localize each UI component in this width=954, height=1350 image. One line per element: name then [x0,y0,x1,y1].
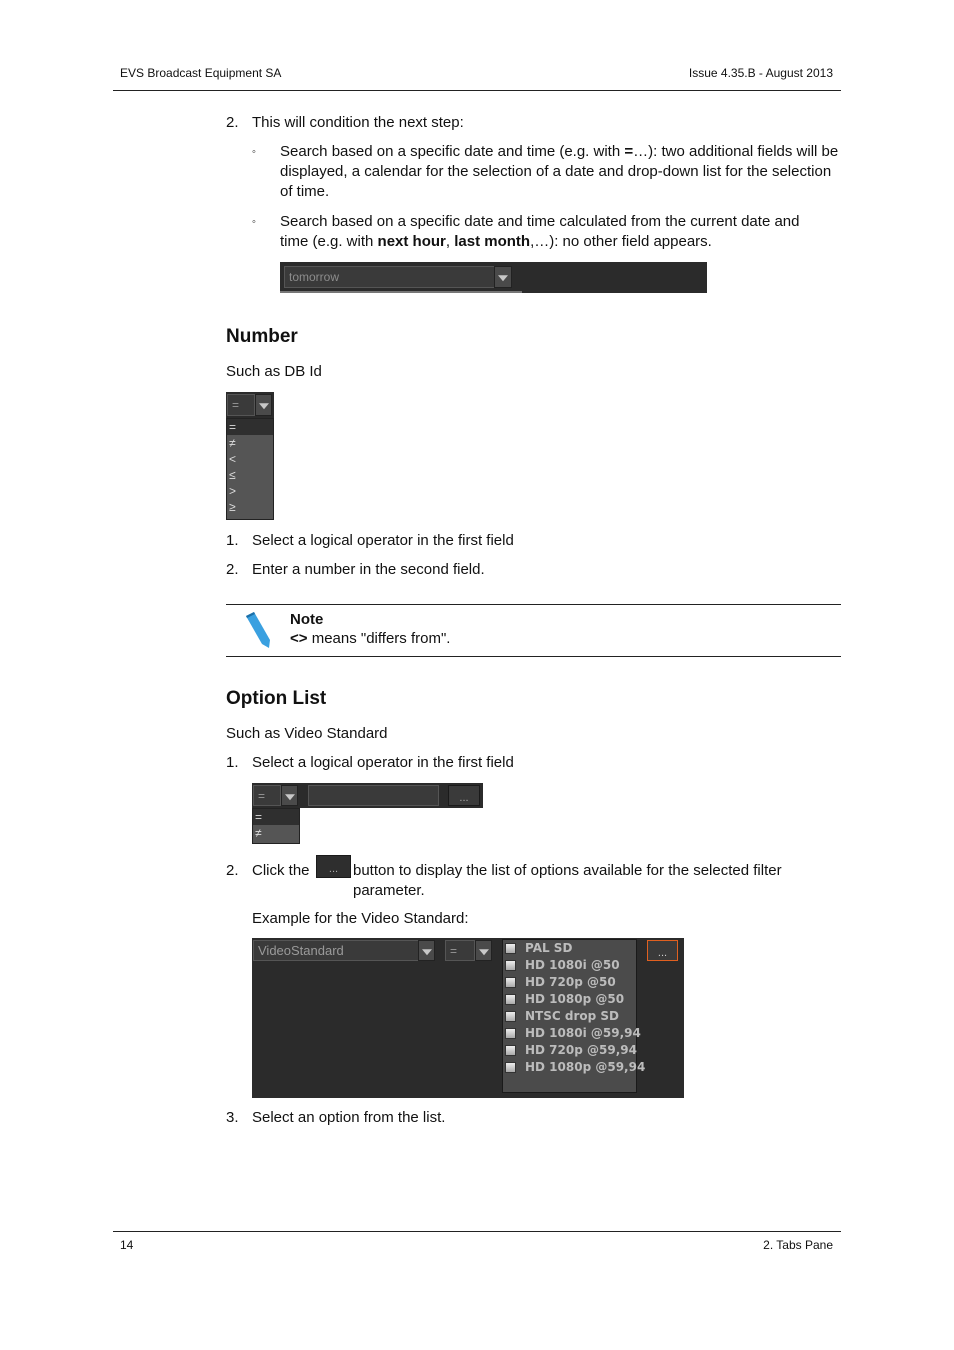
number-operator-dropdown [226,392,274,520]
footer-rule [113,1231,841,1232]
bullet-2-text: Search based on a specific date and time calculated from the current date and time (e.g. with next hour, last month,…): no other field appears. [280,213,800,250]
section-heading: Option List [226,688,327,709]
example-label: Example for the Video Standard: [252,910,469,927]
step-text: Select a logical operator in the first field [252,532,514,549]
note-title: Note [290,611,324,628]
footer-section: 2. Tabs Pane [763,1238,833,1252]
step-text-post: button to display the list of options available for the selected filter parameter. [353,862,782,899]
section-subtitle: Such as DB Id [226,363,322,380]
step-number: 1. [226,532,239,549]
scrollbar [280,291,522,293]
note-text: <> means "differs from". [290,630,451,647]
page-number: 14 [120,1238,134,1252]
option-value-field[interactable] [308,785,439,806]
header-right: Issue 4.35.B - August 2013 [688,66,833,80]
step-number: 2. [226,862,239,879]
step-number: 1. [226,754,239,771]
step-text: This will condition the next step: [252,114,464,131]
options-button[interactable]: ... [448,785,480,806]
chevron-down-icon[interactable] [494,266,512,288]
relative-date-widget [280,262,707,293]
checkbox[interactable] [505,1011,516,1022]
checkbox[interactable] [505,994,516,1005]
operator-list [252,808,300,844]
step-text: Enter a number in the second field. [252,561,485,578]
checkbox[interactable] [505,1062,516,1073]
option-checklist: PAL SD HD 1080i @50 HD 720p @50 HD 1080p @50 NTSC drop SD HD 1080i @59,94 HD 720p @59,94 HD 1080p @59,94 [502,939,637,1093]
operator-option[interactable]: = [227,419,273,435]
step-text: Select a logical operator in the first field [252,754,514,771]
checkbox[interactable] [505,943,516,954]
operator-field[interactable]: = [445,940,475,961]
operator-option[interactable]: < [229,452,237,466]
step-number: 2. [226,561,239,578]
operator-field[interactable]: = [253,785,281,806]
operator-option[interactable]: = [253,809,299,825]
parameter-field[interactable]: VideoStandard [253,940,419,961]
section-subtitle: Such as Video Standard [226,725,388,742]
bullet-mark: ◦ [252,146,256,158]
operator-field[interactable]: = [227,394,255,416]
checkbox[interactable] [505,960,516,971]
operator-option[interactable]: ≠ [229,436,236,450]
operator-option[interactable]: ≠ [255,826,262,840]
option-filter-row [252,783,483,808]
video-standard-widget [252,938,684,1098]
options-button[interactable]: ... [647,940,678,961]
step-text-pre: Click the [252,862,310,879]
inline-options-button: ... [316,855,351,878]
pencil-icon [242,610,274,650]
operator-option[interactable]: ≤ [229,468,236,482]
chevron-down-icon[interactable] [281,785,298,806]
operator-option[interactable]: > [229,484,237,498]
step-number: 3. [226,1109,239,1126]
checkbox[interactable] [505,1028,516,1039]
header-left: EVS Broadcast Equipment SA [120,66,282,80]
note-top-rule [226,604,841,605]
checkbox[interactable] [505,977,516,988]
checkbox[interactable] [505,1045,516,1056]
header-rule [113,90,841,91]
chevron-down-icon[interactable] [255,394,272,416]
section-heading: Number [226,326,298,347]
note-bottom-rule [226,656,841,657]
chevron-down-icon[interactable] [475,940,492,961]
bullet-1-text: Search based on a specific date and time (e.g. with =…): two additional fields will be displayed, a calendar for the selection of a date and drop-down list for the selection of time. [280,143,839,200]
operator-option[interactable]: ≥ [229,500,236,514]
bullet-mark: ◦ [252,216,256,228]
relative-date-field[interactable]: tomorrow [284,266,496,288]
operator-list [226,418,274,520]
chevron-down-icon[interactable] [418,940,435,961]
step-text: Select an option from the list. [252,1109,446,1126]
step-number: 2. [226,114,239,131]
